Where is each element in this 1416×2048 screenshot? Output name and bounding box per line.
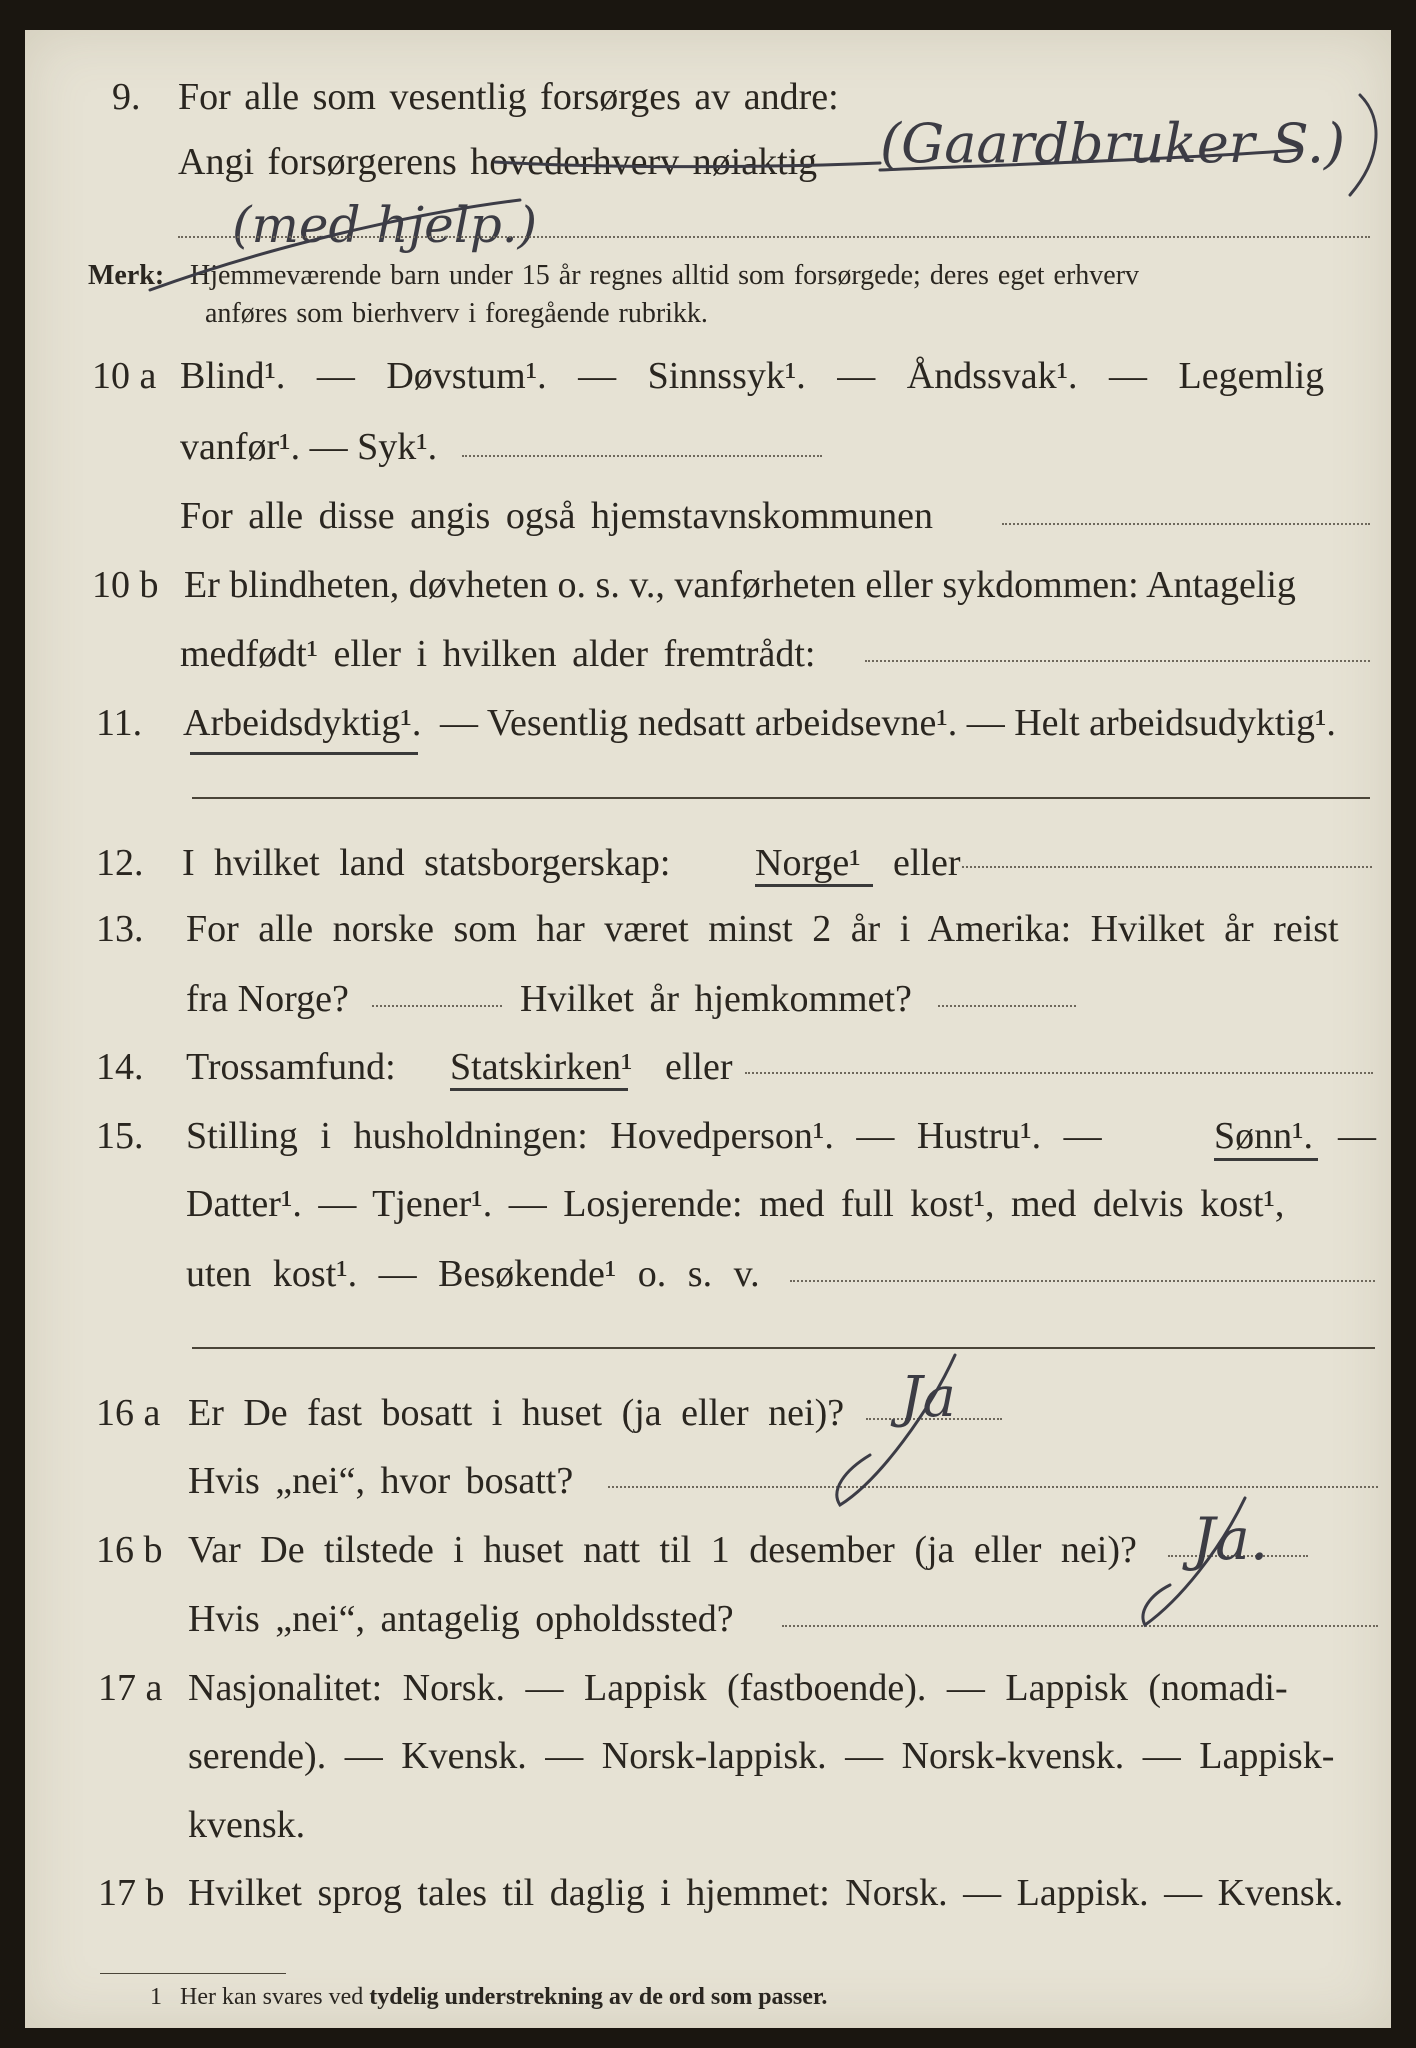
q16a-line2: Hvis „nei“, hvor bosatt? — [188, 1460, 574, 1502]
q16b-ja-stroke — [1143, 1498, 1245, 1625]
q17a-number: 17 a — [98, 1667, 163, 1709]
q11-number: 11. — [96, 702, 143, 744]
q10a-line2: vanfør¹. — Syk¹. — [180, 426, 438, 468]
q17a-line2: serende). — Kvensk. — Norsk-lappisk. — Norsk-kvensk. — Lappisk- — [188, 1735, 1335, 1777]
q10b-line2: medfødt¹ eller i hvilken alder fremtrådt: — [180, 633, 816, 675]
q10b-line1: Er blindheten, døvheten o. s. v., vanførheten eller sykdommen: Antagelig — [184, 564, 1296, 606]
q16b-line1: Var De tilstede i huset natt til 1 desember (ja eller nei)? — [188, 1529, 1137, 1571]
q17b-number: 17 b — [98, 1872, 165, 1914]
merk-line2: anføres som bierhverv i foregående rubrikk. — [205, 298, 708, 329]
q9-strike-stroke — [495, 162, 880, 167]
q16a-handwritten-answer: Ja — [900, 1365, 956, 1430]
q9-answer-underline-stroke — [880, 150, 1300, 170]
q16b-handwritten-answer: Ja. — [1192, 1505, 1269, 1573]
q10b-number: 10 b — [92, 564, 159, 606]
footnote-text-regular: Her kan svares ved — [180, 1984, 364, 2010]
footnote-mark: 1 — [150, 1984, 162, 2010]
q9-number: 9. — [112, 76, 141, 118]
q12-text: I hvilket land statsborgerskap: — [182, 842, 671, 884]
q13-line2b: Hvilket år hjemkommet? — [520, 978, 912, 1020]
q10a-line3: For alle disse angis også hjemstavnskommunen — [180, 495, 933, 537]
q16a-number: 16 a — [96, 1392, 161, 1434]
q16b-number: 16 b — [96, 1529, 163, 1571]
q17b-line1: Hvilket sprog tales til daglig i hjemmet: Norsk. — Lappisk. — Kvensk. — [188, 1872, 1344, 1914]
q14-tail: eller — [665, 1046, 733, 1088]
q10a-number: 10 a — [92, 355, 157, 397]
q17a-line3: kvensk. — [188, 1804, 306, 1846]
q11-option-arbeidsdyktig: Arbeidsdyktig¹. — [183, 702, 422, 744]
q15-number: 15. — [96, 1115, 144, 1157]
q12-tail: eller — [893, 842, 961, 884]
q9-handwritten-answer-2: (med hjelp.) — [232, 196, 538, 254]
merk-line1: Hjemmeværende barn under 15 år regnes alltid som forsørgede; deres eget erhverv — [190, 260, 1140, 291]
q13-line2a: fra Norge? — [186, 978, 349, 1020]
q9-handwritten-answer: (Gaardbruker S.) — [880, 112, 1346, 175]
q13-number: 13. — [96, 908, 144, 950]
q12-number: 12. — [96, 842, 144, 884]
merk-label: Merk: — [88, 260, 165, 291]
q15-line1-tail: — — [1338, 1115, 1376, 1157]
q11-rest: — Vesentlig nedsatt arbeidsevne¹. — Helt arbeidsudyktig¹. — [440, 702, 1336, 744]
q15-line2: Datter¹. — Tjener¹. — Losjerende: med full kost¹, med delvis kost¹, — [186, 1183, 1285, 1225]
q9-bracket-stroke — [1350, 95, 1376, 195]
q14-text: Trossamfund: — [186, 1046, 396, 1088]
q16a-ja-stroke — [837, 1355, 955, 1505]
q15-option-sonn: Sønn¹. — [1214, 1115, 1314, 1157]
q14-number: 14. — [96, 1046, 144, 1088]
q12-option-norge: Norge¹ — [755, 842, 861, 884]
q17a-line1: Nasjonalitet: Norsk. — Lappisk (fastboende). — Lappisk (nomadi- — [188, 1667, 1288, 1709]
q9-line2: Angi forsørgerens hovederhverv nøiaktig — [178, 141, 818, 183]
q9-sweep-stroke — [150, 200, 520, 290]
footnote-text-bold: tydelig understrekning av de ord som passer. — [369, 1984, 828, 2010]
q14-option-statskirken: Statskirken¹ — [450, 1046, 633, 1088]
q9-line1: For alle som vesentlig forsørges av andre: — [178, 76, 839, 118]
q13-line1: For alle norske som har været minst 2 år i Amerika: Hvilket år reist — [186, 908, 1339, 950]
q16a-line1: Er De fast bosatt i huset (ja eller nei)? — [188, 1392, 845, 1434]
q15-line1: Stilling i husholdningen: Hovedperson¹. — Hustru¹. — — [186, 1115, 1102, 1157]
q16b-line2: Hvis „nei“, antagelig opholdssted? — [188, 1598, 734, 1640]
q10a-line1: Blind¹. — Døvstum¹. — Sinnssyk¹. — Åndssvak¹. — Legemlig — [180, 355, 1325, 397]
q15-line3: uten kost¹. — Besøkende¹ o. s. v. — [186, 1253, 760, 1295]
